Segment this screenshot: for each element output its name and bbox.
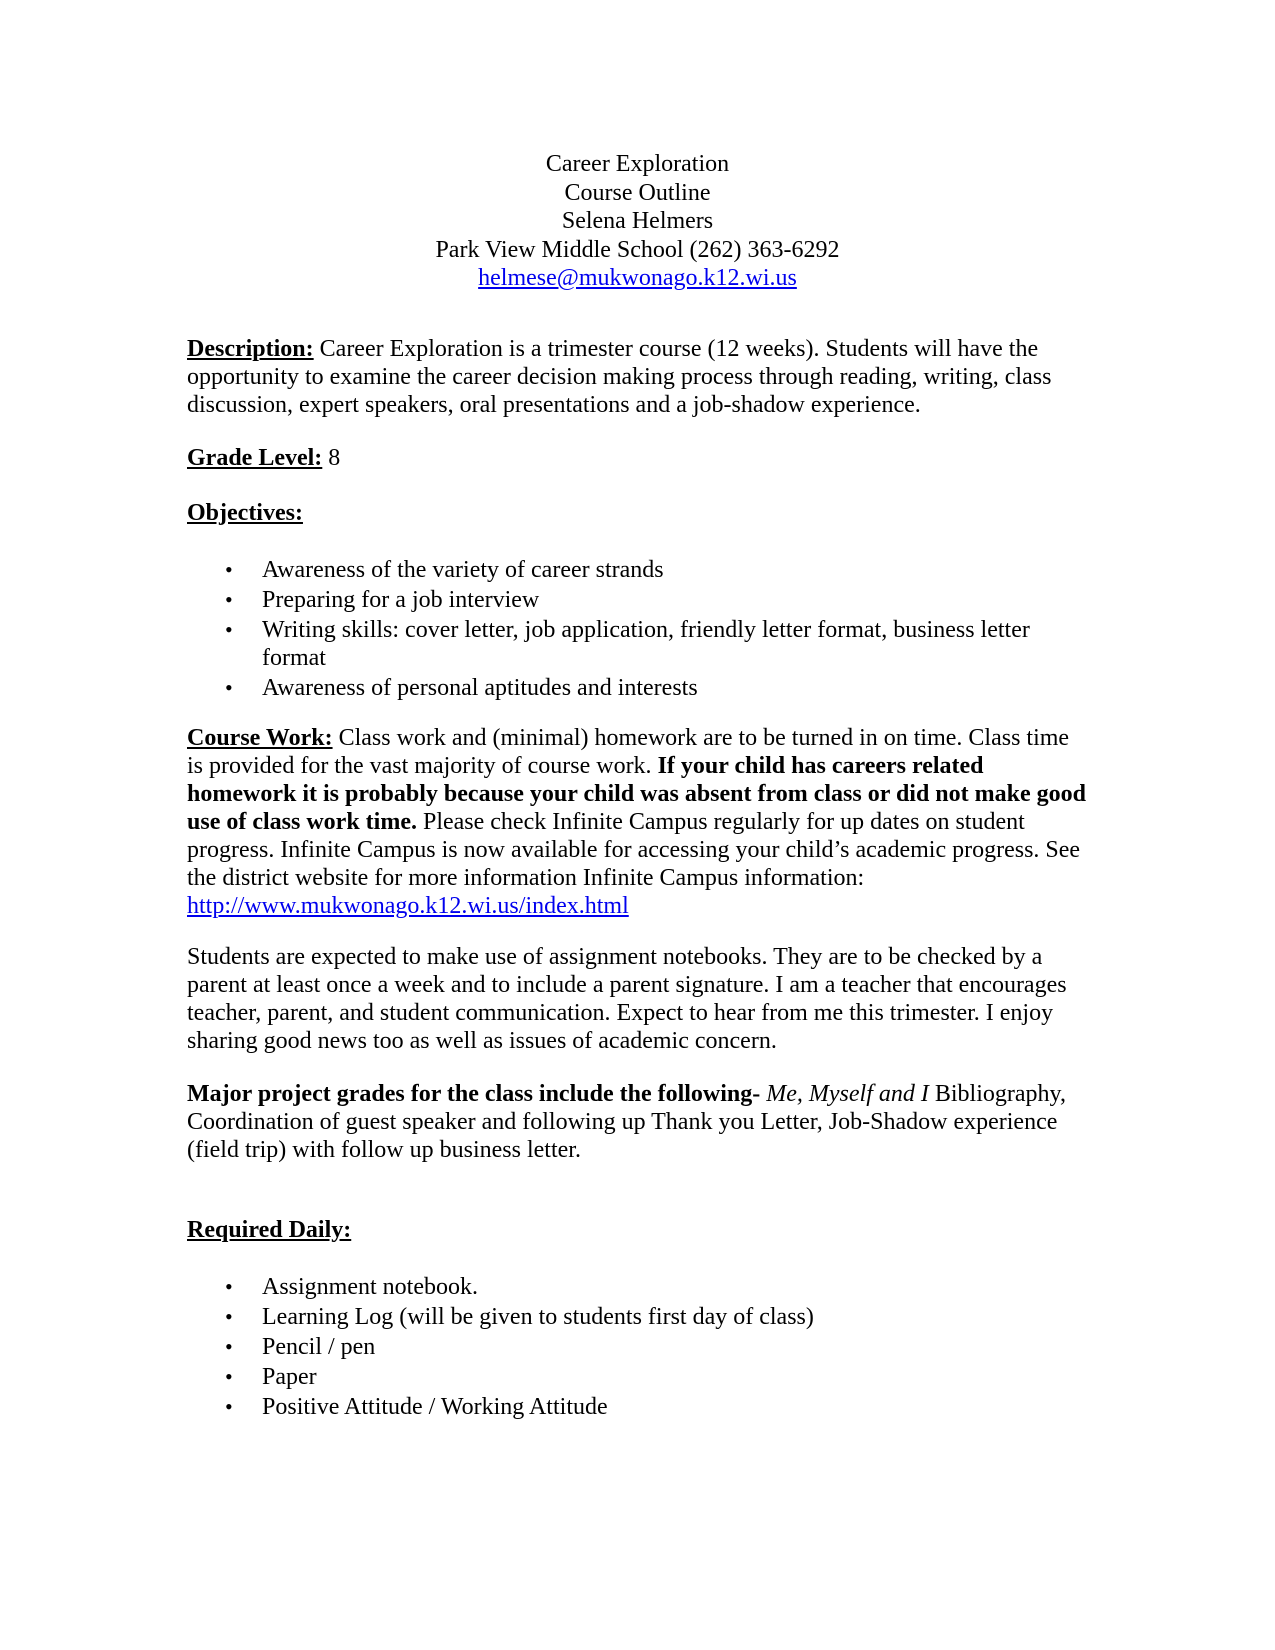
objectives-list <box>187 556 1067 702</box>
objectives-label: Objectives: <box>187 500 303 526</box>
bullet-icon: • <box>225 675 233 700</box>
notebooks-section <box>187 943 1087 1055</box>
list-item: • Preparing for a job interview <box>225 587 540 613</box>
required-daily-label: Required Daily: <box>187 1217 352 1243</box>
list-item: • Awareness of personal aptitudes and interests <box>225 675 698 701</box>
course-work-label: Course Work: <box>187 725 333 751</box>
bullet-icon: • <box>225 587 233 612</box>
grade-level-section <box>187 444 1087 472</box>
bullet-icon: • <box>225 1364 233 1389</box>
bullet-icon: • <box>225 1394 233 1419</box>
objectives-section <box>187 499 1087 527</box>
projects-section <box>187 1080 1087 1164</box>
required-daily-section <box>187 1216 1087 1244</box>
projects-bold-text: Major project grades for the class include the following- <box>187 1081 761 1107</box>
description-text: Career Exploration is a trimester course (12 weeks). Students will have the opportunity to examine the career decision making process through reading, writing, class discussion, expert speakers, oral presentations and a job-shadow experience. <box>187 336 1052 418</box>
notebooks-text: Students are expected to make use of assignment notebooks. They are to be checked by a parent at least once a week and to include a parent signature. I am a teacher that encourages teacher, parent, and student communication. Expect to hear from me this trimester. I enjoy sharing good news too as well as issues of academic concern. <box>187 944 1067 1054</box>
bullet-icon: • <box>225 1304 233 1329</box>
bullet-icon: • <box>225 1334 233 1359</box>
list-item: • Positive Attitude / Working Attitude <box>225 1394 608 1420</box>
grade-level-value: 8 <box>322 445 341 471</box>
teacher-name: Selena Helmers <box>561 208 714 234</box>
list-item: • Awareness of the variety of career strands <box>225 557 664 583</box>
course-work-section <box>187 724 1087 920</box>
projects-text: Bibliography, Coordination of guest speaker and following up Thank you Letter, Job-Shadow experience (field trip) with follow up business letter. <box>187 1081 1066 1163</box>
bullet-icon: • <box>225 1274 233 1299</box>
course-work-bold-text: If your child has careers related homework it is probably because your child was absent from class or did not make good use of class work time. <box>187 753 1086 835</box>
course-subtitle: Course Outline <box>564 179 711 206</box>
teacher-email-link[interactable]: helmese@mukwonago.k12.wi.us <box>478 265 797 291</box>
list-item: • Paper <box>225 1364 317 1390</box>
course-header <box>0 150 1275 293</box>
list-item: • Learning Log (will be given to students first day of class) <box>225 1304 814 1330</box>
list-item: • Assignment notebook. <box>225 1274 478 1300</box>
objectives-list-section <box>187 556 1067 704</box>
list-item: • Pencil / pen <box>225 1334 376 1360</box>
grade-level-label: Grade Level: <box>187 445 323 471</box>
course-work-text: Class work and (minimal) homework are to be turned in on time. Class time is provided for the vast majority of course work. <box>187 725 1070 779</box>
required-list <box>187 1273 1087 1421</box>
course-work-text-continued: Please check Infinite Campus regularly for up dates on student progress. Infinite Campus is now available for accessing your child’s academic progress. See the district website for more information Infinite Campus information: <box>187 809 1081 891</box>
school-contact: Park View Middle School (262) 363-6292 <box>435 236 840 263</box>
course-title: Career Exploration <box>545 151 730 177</box>
bullet-icon: • <box>225 557 233 582</box>
required-list-section <box>187 1273 1087 1423</box>
bullet-icon: • <box>225 617 233 642</box>
description-section <box>187 335 1087 419</box>
description-label: Description: <box>187 336 314 362</box>
list-item: • Writing skills: cover letter, job application, friendly letter format, business letter format <box>225 617 1030 671</box>
projects-italic-text: Me, Myself and I <box>760 1081 929 1107</box>
district-website-link[interactable]: http://www.mukwonago.k12.wi.us/index.html <box>187 893 629 919</box>
